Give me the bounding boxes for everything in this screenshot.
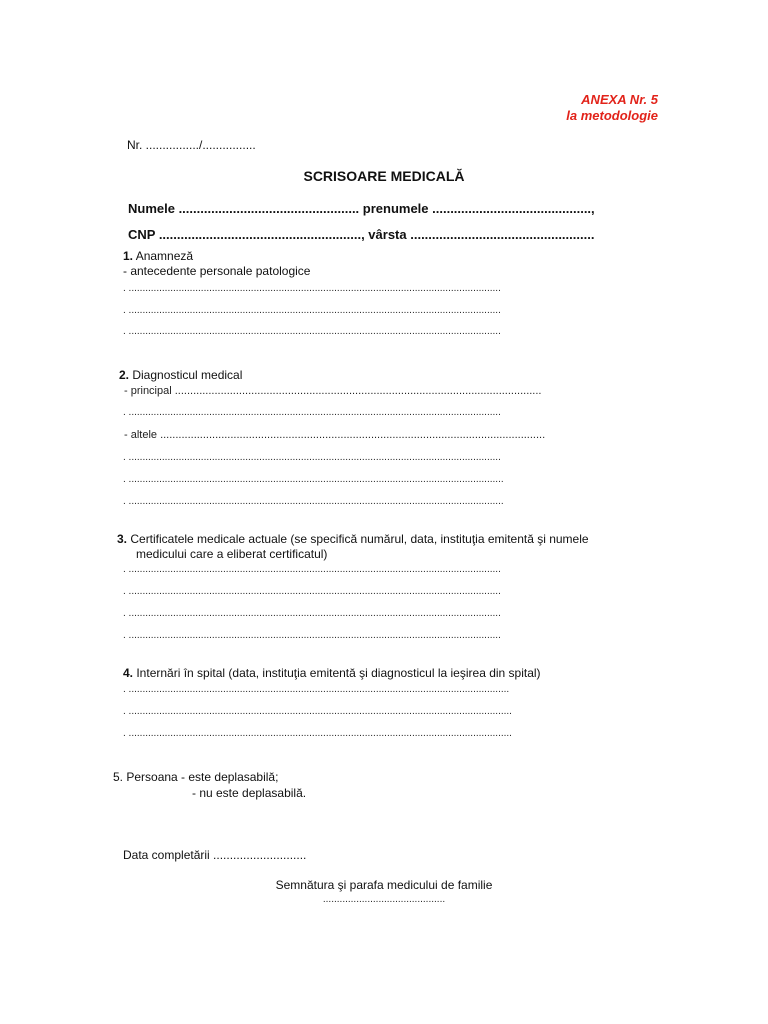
fill-line[interactable]: . ...................................................................................................................................... xyxy=(123,407,501,418)
fill-line[interactable]: . ...................................................................................................................................... xyxy=(123,326,501,337)
fill-line[interactable]: . .......................................................................................................................................... xyxy=(123,728,512,739)
section4-heading xyxy=(123,666,541,680)
fill-line[interactable]: . ...................................................................................................................................... xyxy=(123,630,501,641)
signature-line[interactable]: ............................................ xyxy=(322,894,446,905)
annex-number: ANEXA Nr. 5 xyxy=(581,92,658,107)
section1-number: 1. xyxy=(123,249,134,263)
fill-line[interactable]: . ...................................................................................................................................... xyxy=(123,452,501,463)
section2-number: 2. xyxy=(119,368,130,382)
section2-heading xyxy=(119,368,242,382)
fill-line[interactable]: . ....................................................................................................................................... xyxy=(123,474,504,485)
section5-option-deplasabila: 5. Persoana - este deplasabilă; xyxy=(113,770,279,784)
page-title: SCRISOARE MEDICALĂ xyxy=(303,168,465,184)
section1-heading xyxy=(123,249,193,263)
completion-date-field[interactable]: Data completării ............................ xyxy=(123,848,307,862)
annex-subtitle: la metodologie xyxy=(566,108,658,123)
section3-number: 3. xyxy=(117,532,128,546)
section4-number: 4. xyxy=(123,666,134,680)
fill-line[interactable]: . ......................................................................................................................................... xyxy=(123,684,510,695)
section3-heading xyxy=(117,532,589,546)
section1-subheading: - antecedente personale patologice xyxy=(123,264,311,278)
fill-line[interactable]: . ...................................................................................................................................... xyxy=(123,283,501,294)
fill-line-altele[interactable]: - altele .............................................................................................................................. xyxy=(124,429,546,441)
section3-title: Certificatele medicale actuale (se specifică numărul, data, instituţia emitentă şi numele xyxy=(127,532,589,546)
fill-line[interactable]: . ...................................................................................................................................... xyxy=(123,564,501,575)
section1-title: Anamneză xyxy=(133,249,194,263)
identity-name-line: Numele .................................................. prenumele ............................................, xyxy=(128,201,595,216)
section3-heading-continued: medicului care a eliberat certificatul) xyxy=(136,547,328,561)
fill-line[interactable]: . ....................................................................................................................................... xyxy=(123,496,504,507)
section4-title: Internări în spital (data, instituţia emitentă şi diagnosticul la ieşirea din spital) xyxy=(133,666,541,680)
fill-line[interactable]: . ...................................................................................................................................... xyxy=(123,305,501,316)
section2-title: Diagnosticul medical xyxy=(129,368,243,382)
fill-line[interactable]: . ...................................................................................................................................... xyxy=(123,586,501,597)
identity-cnp-line: CNP ........................................................, vârsta ................................................... xyxy=(128,227,595,242)
fill-line[interactable]: . .......................................................................................................................................... xyxy=(123,706,512,717)
section5-option-nedeplasabila: - nu este deplasabilă. xyxy=(192,786,307,800)
registration-number: Nr. ................/................ xyxy=(127,138,256,152)
fill-line[interactable]: . ...................................................................................................................................... xyxy=(123,608,501,619)
signature-label: Semnătura şi parafa medicului de familie xyxy=(275,878,493,892)
fill-line-principal[interactable]: - principal ........................................................................................................................ xyxy=(124,385,542,397)
